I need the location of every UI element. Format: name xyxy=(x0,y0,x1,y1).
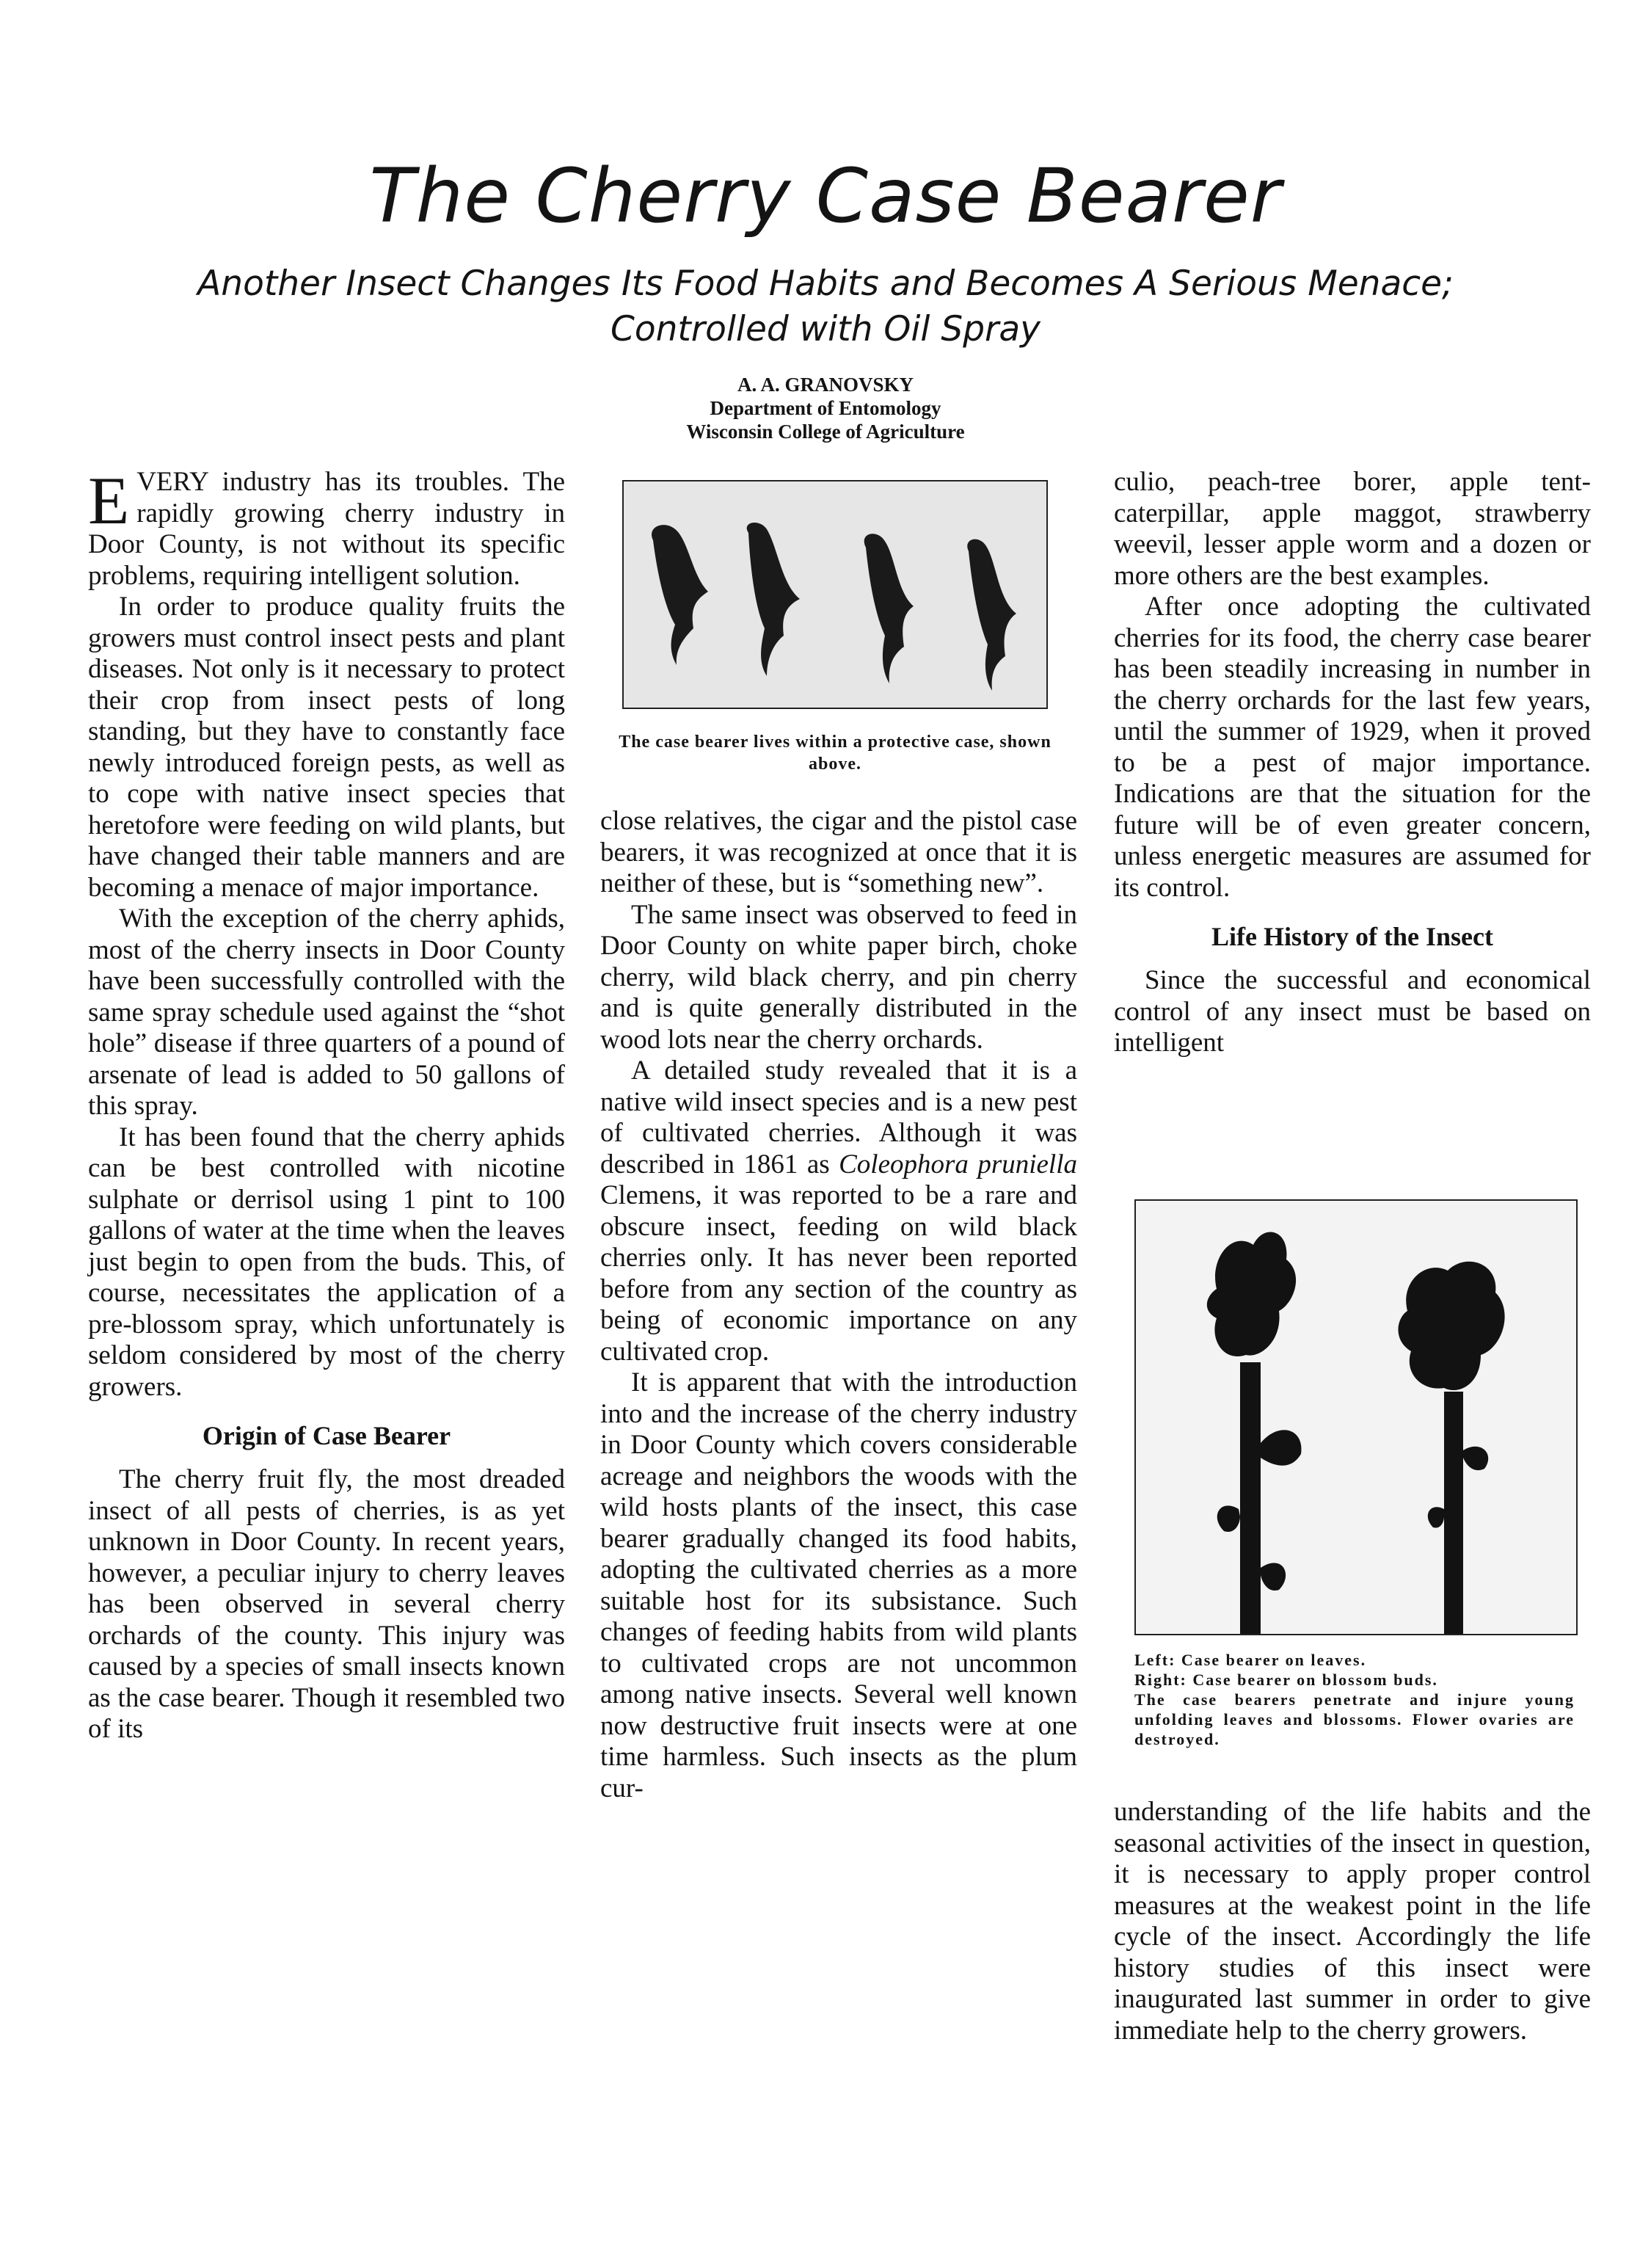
column-3-continued xyxy=(1114,1797,1591,2046)
byline xyxy=(0,373,1651,443)
section-heading-origin: Origin of Case Bearer xyxy=(202,1421,451,1450)
paragraph-7: The same insect was observed to feed in Door County on white paper birch, choke cherry, wild black cherry, and pin cherry and is quite generally distributed in the wood lots near the cherry orchards. xyxy=(600,899,1077,1055)
article-subtitle: Another Insect Changes Its Food Habits and Becomes A Serious Menace; Controlled with Oil Spray xyxy=(197,263,1454,349)
twig-illustration xyxy=(1136,1201,1576,1634)
drop-cap: E xyxy=(88,463,130,538)
paragraph-8: A detailed study revealed that it is a native wild insect species and is a new pest of cultivated cherries. Although it was described in 1861 as Coleophora pruniella Clemens, it was reported to be a rare and obscure insect, feeding on wild black cherries only. It has never been reported before from any section of the country as being of economic importance on any cultivated crop. xyxy=(600,1055,1077,1367)
paragraph-3: With the exception of the cherry aphids, most of the cherry insects in Door County have been successfully controlled with the same spray schedule used against the “shot hole” disease if three quarters of a pound of arsenate of lead is added to 50 gallons of this spray. xyxy=(88,904,565,1121)
author-department: Department of Entomology xyxy=(710,397,941,419)
case-bearer-photo xyxy=(622,480,1048,709)
case-bearer-illustration xyxy=(624,481,1046,708)
paragraph-12: Since the successful and economical control of any insect must be based on intelligent xyxy=(1114,965,1591,1058)
column-1 xyxy=(88,463,565,1745)
paragraph-11: After once adopting the cultivated cherries for its food, the cherry case bearer has been steadily increasing in number in the cherry orchards for the last few years, until the summer of 1929, when it proved to be a pest of major importance. Indications are that the situation for the future will be of even greater concern, unless energetic measures are assumed for its control. xyxy=(1114,592,1591,903)
figure-2-caption xyxy=(1134,1650,1575,1749)
caption-description: The case bearers penetrate and injure young unfolding leaves and blossoms. Flower ovaries are destroyed. xyxy=(1134,1690,1575,1748)
caption-right: Right: Case bearer on blossom buds. xyxy=(1134,1671,1438,1689)
twig-photo xyxy=(1134,1199,1578,1635)
column-3 xyxy=(1114,467,1591,1059)
paragraph-10: culio, peach-tree borer, apple tent-caterpillar, apple maggot, strawberry weevil, lesser apple worm and a dozen or more others are the best examples. xyxy=(1114,467,1591,591)
paragraph-2: In order to produce quality fruits the growers must control insect pests and plant diseases. Not only is it necessary to protect their crop from insect pests of long standing, but they have to constantly face newly introduced foreign pests, as well as to cope with native insect species that heretofore were feeding on wild plants, but have changed their table manners and are becoming a menace of major importance. xyxy=(88,592,565,903)
paragraph-9: It is apparent that with the introduction into and the increase of the cherry industry in Door County which covers considerable acreage and neighbors the woods with the wild hosts plants of the insect, this case bearer gradually changed its food habits, adopting the cultivated cherries as a more suitable host for its subsistance. Such changes of feeding habits from wild plants to cultivated crops are not uncommon among native insects. Several well known now destructive fruit insects were at one time harmless. Such insects as the plum cur- xyxy=(600,1367,1077,1803)
author-name: A. A. GRANOVSKY xyxy=(737,374,914,396)
caption-left: Left: Case bearer on leaves. xyxy=(1134,1651,1367,1669)
author-institution: Wisconsin College of Agriculture xyxy=(686,421,965,443)
section-heading-life-history: Life History of the Insect xyxy=(1211,922,1493,951)
paragraph-6: close relatives, the cigar and the pistol case bearers, it was recognized at once that it is neither of these, but is “something new”. xyxy=(600,806,1077,898)
species-name: Coleophora pruniella xyxy=(839,1149,1077,1180)
article-title: The Cherry Case Bearer xyxy=(369,153,1282,240)
paragraph-13: understanding of the life habits and the seasonal activities of the insect in question, it is necessary to apply proper control measures at the weakest point in the life cycle of the insect. Accordingly the life history studies of this insect were inaugurated last summer in order to give immediate help to the cherry growers. xyxy=(1114,1797,1591,2046)
paragraph-5: The cherry fruit fly, the most dreaded insect of all pests of cherries, is as yet unknown in Door County. In recent years, however, a peculiar injury to cherry leaves has been observed in several cherry orchards of the county. This injury was caused by a species of small insects known as the case bearer. Though it resembled two of its xyxy=(88,1464,565,1744)
paragraph-4: It has been found that the cherry aphids can be best controlled with nicotine sulphate or derrisol using 1 pint to 100 gallons of water at the time when the leaves just begin to open from the buds. This, of course, necessitates the application of a pre-blossom spray, which unfortunately is seldom considered by most of the cherry growers. xyxy=(88,1122,565,1402)
paragraph-1-text: VERY industry has its troubles. The rapidly growing cherry industry in Door County, is not without its specific problems, requiring intelligent solution. xyxy=(88,467,565,591)
figure-1-caption: The case bearer lives within a protective case, shown above. xyxy=(619,733,1052,774)
column-2 xyxy=(600,806,1077,1804)
paragraph-1 xyxy=(88,463,565,592)
